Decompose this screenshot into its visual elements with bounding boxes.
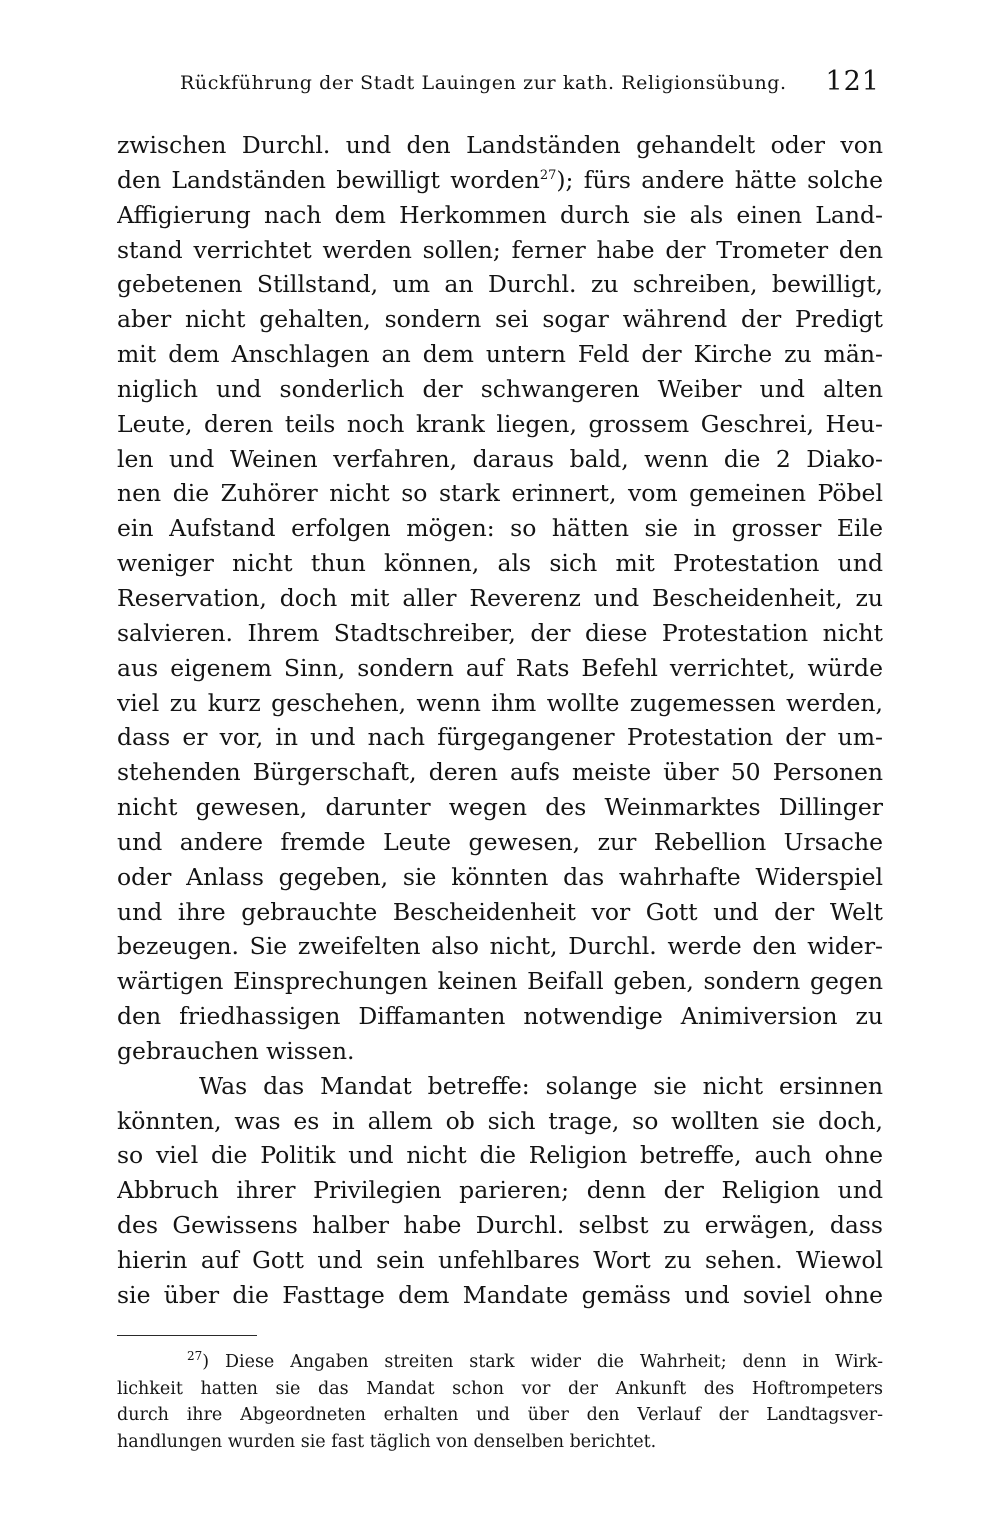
text-line: niglich und sonderlich der schwangeren Weiber und alten [117, 374, 883, 403]
text-line: viel zu kurz geschehen, wenn ihm wollte zugemessen werden, [117, 688, 883, 717]
text-line: Reservation, doch mit aller Reverenz und Bescheidenheit, zu [117, 583, 883, 612]
text-line-end: ); fürs andere hätte solche [556, 165, 883, 194]
running-title: Rückführung der Stadt Lauingen zur kath. Religionsübung. [180, 72, 787, 94]
text-line: Abbruch ihrer Privilegien parieren; denn der Religion und [117, 1176, 883, 1205]
text-line: den friedhassigen Diffamanten notwendige Animiversion zu [117, 1002, 883, 1031]
text-line: stand verrichtet werden sollen; ferner habe der Trometer den [117, 235, 883, 264]
text-line: zwischen Durchl. und den Landständen gehandelt oder von [117, 131, 883, 159]
text-line: nen die Zuhörer nicht so stark erinnert, vom gemeinen Pöbel [117, 479, 883, 508]
text-line: Affigierung nach dem Herkommen durch sie als einen Land- [117, 200, 883, 229]
footnote [117, 1349, 883, 1455]
footnote-text: ) Diese Angaben streiten stark wider die Wahrheit; denn in Wirk- [202, 1352, 883, 1372]
text-line: dass er vor, in und nach fürgegangener Protestation der um- [117, 723, 883, 752]
footnote-reference[interactable]: 27 [539, 167, 557, 183]
footnote-line: handlungen wurden sie fast täglich von denselben berichtet. [117, 1431, 657, 1452]
text-line: mit dem Anschlagen an dem untern Feld der Kirche zu män- [117, 340, 883, 369]
footnote-line [117, 1349, 883, 1376]
text-line: und andere fremde Leute gewesen, zur Rebellion Ursache [117, 827, 883, 856]
footnote-marker: 27 [187, 1349, 203, 1363]
text-line-start: den Landständen bewilligt worden [117, 165, 540, 194]
text-line: könnten, was es in allem ob sich trage, so wollten sie doch, [117, 1106, 883, 1135]
running-head [180, 66, 880, 106]
text-line: len und Weinen verfahren, daraus bald, wenn die 2 Diako- [117, 444, 883, 473]
text-line: aber nicht gehalten, sondern sei sogar während der Predigt [117, 305, 883, 334]
text-line: so viel die Politik und nicht die Religion betreffe, auch ohne [117, 1141, 883, 1170]
text-line: des Gewissens halber habe Durchl. selbst zu erwägen, dass [117, 1211, 883, 1240]
text-line: und ihre gebrauchte Bescheidenheit vor Gott und der Welt [117, 897, 883, 926]
text-line: hierin auf Gott und sein unfehlbares Wort zu sehen. Wiewol [117, 1246, 883, 1274]
text-line: oder Anlass gegeben, sie könnten das wahrhafte Widerspiel [117, 862, 883, 891]
page-number: 121 [825, 66, 880, 97]
paragraph-end-line: gebrauchen wissen. [117, 1036, 355, 1065]
text-line: stehenden Bürgerschaft, deren aufs meiste über 50 Personen [117, 758, 883, 787]
text-line: wärtigen Einsprechungen keinen Beifall geben, sondern gegen [117, 967, 883, 996]
text-line: Leute, deren teils noch krank liegen, grossem Geschrei, Heu- [117, 409, 883, 438]
text-line: ein Aufstand erfolgen mögen: so hätten sie in grosser Eile [117, 514, 883, 543]
text-line: bezeugen. Sie zweifelten also nicht, Durchl. werde den wider- [117, 932, 883, 961]
text-line: sie über die Fasttage dem Mandate gemäss und soviel ohne [117, 1280, 883, 1309]
text-line [117, 163, 883, 198]
footnote-line: lichkeit hatten sie das Mandat schon vor der Ankunft des Hoftrompeters [117, 1378, 883, 1399]
text-line: salvieren. Ihrem Stadtschreiber, der diese Protestation nicht [117, 618, 883, 647]
text-line: gebetenen Stillstand, um an Durchl. zu schreiben, bewilligt, [117, 270, 883, 299]
body-text [117, 128, 883, 1313]
text-line: weniger nicht thun können, als sich mit Protestation und [117, 549, 883, 578]
text-line: aus eigenem Sinn, sondern auf Rats Befehl verrichtet, würde [117, 653, 883, 682]
paragraph-start-line: Was das Mandat betreffe: solange sie nicht ersinnen [199, 1071, 883, 1100]
footnote-divider [117, 1335, 257, 1336]
text-line: nicht gewesen, darunter wegen des Weinmarktes Dillinger [117, 793, 883, 822]
footnote-line: durch ihre Abgeordneten erhalten und über den Verlauf der Landtagsver- [117, 1405, 883, 1425]
